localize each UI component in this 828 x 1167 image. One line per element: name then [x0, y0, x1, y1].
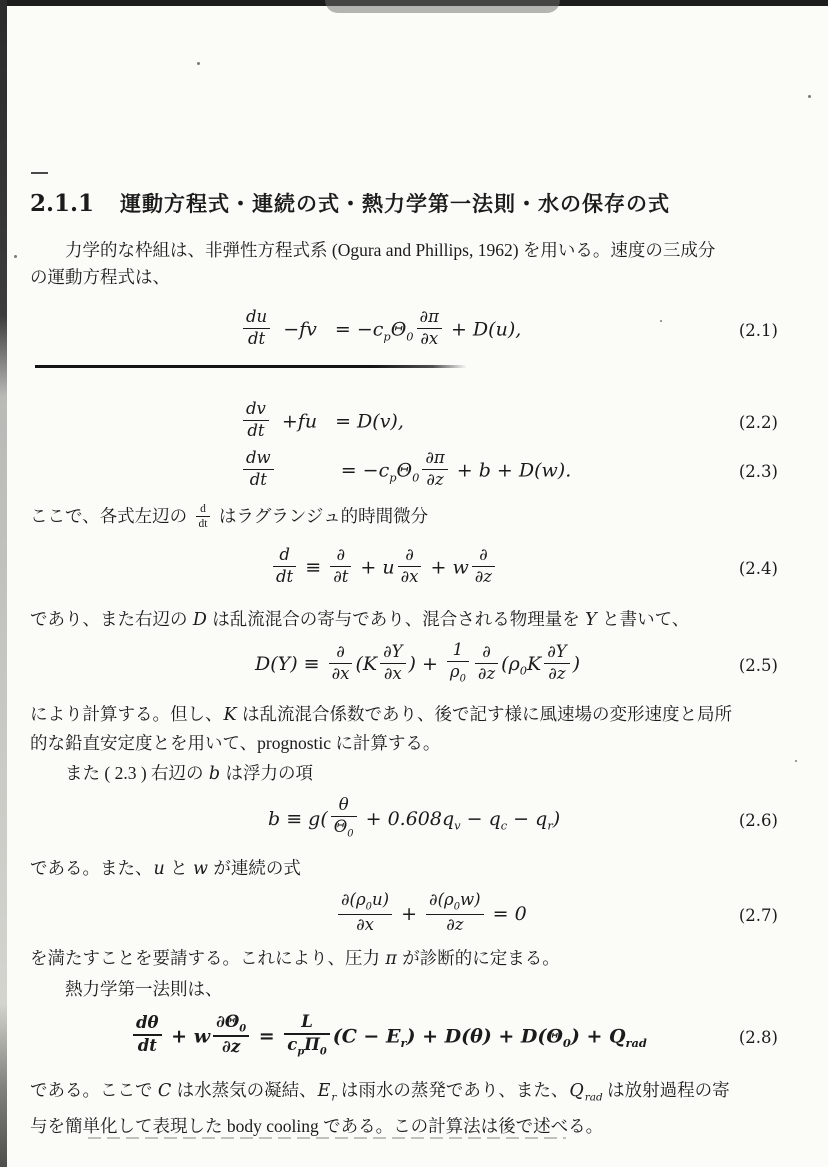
equation-body: $\frac{\partial(\rho_0u)}{\partial x}$ + $\frac{\partial(\rho_0w)}{\partial z}$ = 0 — [335, 893, 527, 937]
equation-2-1 — [30, 302, 778, 358]
equation-number: (2.1) — [738, 320, 778, 340]
equation-number: (2.4) — [738, 558, 778, 578]
paragraph-buoyancy-intro: また ( 2.3 ) 右辺の b は浮力の項 — [65, 763, 313, 784]
scan-smudge-top — [325, 0, 560, 13]
equation-2-5 — [30, 636, 778, 694]
section-title: 運動方程式・連続の式・熱力学第一法則・水の保存の式 — [120, 193, 671, 216]
scan-speckle — [197, 62, 200, 65]
paragraph-closing: である。ここで C は水蒸気の凝結、$E_r$ は雨水の蒸発であり、また、$Q_{rad}$ は放射過程の寄 与を簡単化して表現した body cooling である。この計算法は後で述べる。 — [30, 1080, 730, 1136]
paragraph-turbulent-mixing: であり、また右辺の D は乱流混合の寄与であり、混合される物理量を Y と書いて、 — [30, 609, 690, 630]
paragraph-mixing-coefficient: により計算する。但し、K は乱流混合係数であり、後で記す様に風速場の変形速度と局所 的な鉛直安定度とを用いて、prognostic に計算する。 — [30, 704, 732, 753]
equation-body: D(Y) ≡ $\frac{\partial}{\partial x}$ (K $\frac{\partial Y}{\partial x}$ ) + $\frac{1}{\rho_0}$ $\frac{\partial}{\partial z}$ ($\rho_0K$ $\frac{\partial Y}{\partial z}$ ) — [255, 640, 581, 685]
equation-number: (2.8) — [738, 1027, 778, 1047]
equation-number: (2.6) — [738, 810, 778, 830]
paragraph-continuity-intro: である。また、u と w が連続の式 — [30, 858, 301, 879]
equation-body: $\frac{d}{dt}$ ≡ $\frac{\partial}{\partial t}$ + u $\frac{\partial}{\partial x}$ + w $\frac{\partial}{\partial z}$ — [270, 548, 498, 589]
equation-2-4 — [30, 540, 778, 596]
section-heading — [30, 188, 670, 218]
equation-body: $\frac{dv}{dt}$ +fu = D(v), — [240, 402, 404, 443]
paragraph-pressure-diagnostic: を満たすことを要請する。これにより、圧力 π が診断的に定まる。 — [30, 948, 560, 969]
paragraph-thermo-intro: 熱力学第一法則は、 — [65, 979, 223, 999]
equation-number: (2.2) — [738, 412, 778, 432]
scan-dash-mark — [31, 172, 48, 174]
scan-speckle — [808, 95, 811, 98]
equation-2-3 — [30, 446, 778, 496]
equation-body: $\frac{d\theta}{dt}$ + w $\frac{\partial\Theta_0}{\partial z}$ = $\frac{L}{c_p\Pi_0}$ $(C - E_r) + D(\theta) + D(\Theta_0) + Q_{rad}$ — [130, 1015, 647, 1060]
paragraph-lagrangian: ここで、各式左辺の $\frac{d}{dt}$ はラグランジュ的時間微分 — [30, 502, 429, 530]
equation-number: (2.7) — [738, 905, 778, 925]
equation-number: (2.5) — [738, 655, 778, 675]
equation-2-8 — [30, 1008, 778, 1066]
section-number: 2.1.1 — [30, 190, 95, 217]
equation-body: $\frac{du}{dt}$ $-fv = -c_p\Theta_0$ $\frac{\partial\pi}{\partial x}$ + D(u), — [240, 310, 521, 351]
paragraph-intro: 力学的な枠組は、非弾性方程式系 (Ogura and Phillips, 1962) を用いる。速度の三成分 の運動方程式は、 — [30, 240, 716, 287]
equation-body: $\frac{dw}{dt}$ = $-c_p\Theta_0$ $\frac{\partial\pi}{\partial z}$ + b + D(w). — [240, 451, 571, 492]
horizontal-rule — [35, 365, 467, 368]
scan-speckle — [14, 255, 17, 258]
equation-body: b ≡ g( $\frac{\theta}{\Theta_0}$ + $0.608q_v - q_c - q_r$) — [268, 795, 561, 840]
equation-2-2 — [30, 396, 778, 448]
scan-edge-left — [0, 0, 7, 1167]
equation-2-6 — [30, 792, 778, 848]
equation-2-7 — [30, 886, 778, 944]
equation-number: (2.3) — [738, 461, 778, 481]
